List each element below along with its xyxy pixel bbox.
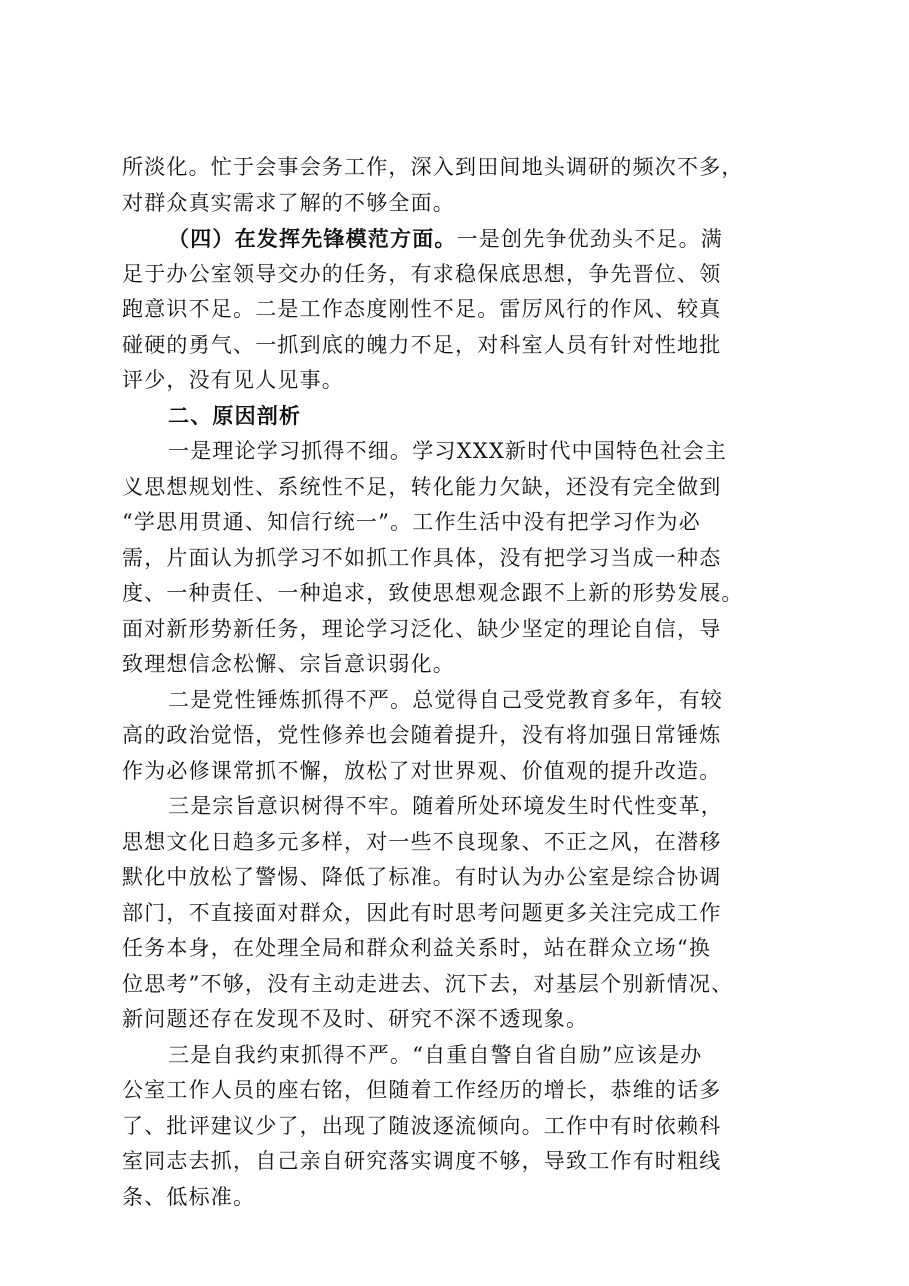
paragraph-party-spirit [122,683,802,790]
text-line: 作为必修课常抓不懈，放松了对世界观、价值观的提升改造。 [122,758,722,783]
text-line [122,221,802,257]
text-line: 三是自我约束抓得不严。“自重自警自省自励”应该是办 [168,1042,703,1067]
paragraph-purpose [122,789,802,1038]
text-line: 义思想规划性、系统性不足，转化能力欠缺，还没有完全做到 [122,474,722,499]
text-line: 面对新形势新任务，理论学习泛化、缺少坚定的理论自信，导 [122,616,722,641]
text-line: 致理想信念松懈、宗旨意识弱化。 [122,652,455,676]
paragraph-self-discipline [122,1038,802,1216]
text-line: 一是理论学习抓得不细。学习XXX新时代中国特色社会主 [168,439,728,463]
text-line: 二是党性锤炼抓得不严。总觉得自己受党教育多年，有较 [168,687,723,712]
text-line: 高的政治觉悟，党性修养也会随着提升，没有将加强日常锤炼 [122,723,722,747]
text-line: 条、低标准。 [122,1184,256,1209]
paragraph-vanguard [122,221,802,399]
text-line: 位思考”不够，没有主动走进去、沉下去，对基层个别新情况、 [122,971,734,996]
text-line: 公室工作人员的座右铭，但随着工作经历的增长，恭维的话多 [122,1078,722,1102]
text-run: 一是创先争优劲头不足。满 [456,227,724,251]
text-line: 需，片面认为抓学习不如抓工作具体，没有把学习当成一种态 [122,545,722,570]
text-line: 室同志去抓，自己亲自研究落实调度不够，导致工作有时粗线 [122,1149,722,1173]
text-line: 评少，没有见人见事。 [122,368,344,392]
paragraph-continuation [122,150,802,221]
text-line: 了、批评建议少了，出现了随波逐流倾向。工作中有时依赖科 [122,1113,722,1138]
text-line: 新问题还存在发现不及时、研究不深不透现象。 [122,1007,589,1031]
document-body [122,150,802,1215]
text-line: 跑意识不足。二是工作态度刚性不足。雷厉风行的作风、较真 [122,297,722,321]
text-line: “学思用贯通、知信行统一”。工作生活中没有把学习作为必 [122,510,701,534]
text-line: 三是宗旨意识树得不牢。随着所处环境发生时代性变革， [168,794,723,818]
text-line: 任务本身，在处理全局和群众利益关系时，站在群众立场“换 [122,936,712,960]
text-line: 对群众真实需求了解的不够全面。 [122,190,455,215]
text-line: 默化中放松了警惕、降低了标准。有时认为办公室是综合协调 [122,865,722,889]
text-line: 思想文化日趋多元多样，对一些不良现象、不正之风，在潜移 [122,829,722,854]
text-line: 度、一种责任、一种追求，致使思想观念跟不上新的形势发展。 [122,581,744,605]
text-line: 所淡化。忙于会事会务工作，深入到田间地头调研的频次不多， [122,155,744,179]
text-line: 足于办公室领导交办的任务，有求稳保底思想，争先晋位、领 [122,261,722,286]
text-line: 碰硬的勇气、一抓到底的魄力不足，对科室人员有针对性地批 [122,332,722,357]
paragraph-theory [122,434,802,683]
section-heading: 二、原因剖析 [168,403,302,428]
subsection-heading: （四）在发挥先锋模范方面。 [168,226,457,251]
text-line: 部门，不直接面对群众，因此有时思考问题更多关注完成工作 [122,900,722,925]
